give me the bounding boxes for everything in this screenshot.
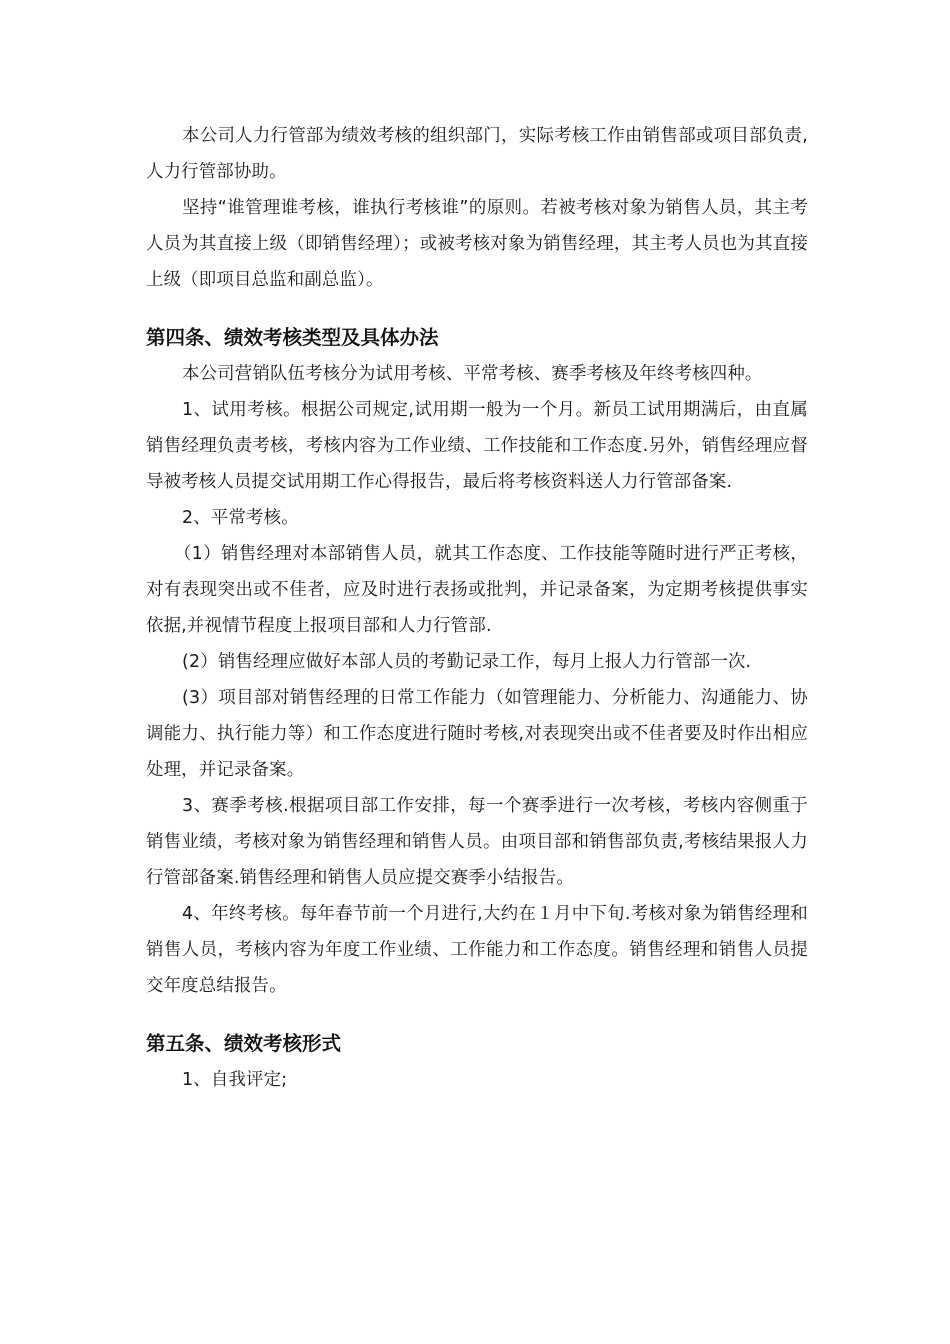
- paragraph-regular-evaluation-2: (2）销售经理应做好本部人员的考勤记录工作，每月上报人力行管部一次.: [182, 652, 752, 672]
- spacer: [146, 298, 808, 320]
- spacer: [146, 1004, 808, 1026]
- section-heading-article-4: 第四条、绩效考核类型及具体办法: [146, 326, 439, 349]
- section-heading-article-5: 第五条、绩效考核形式: [146, 1032, 342, 1055]
- paragraph-season-evaluation: 3、赛季考核.根据项目部工作安排，每一个赛季进行一次考核，考核内容侧重于销售业绩，考核对象为销售经理和销售人员。由项目部和销售部负责,考核结果报人力行管部备案.销售经理和销售人员应提交赛季小结报告。: [146, 796, 808, 888]
- paragraph-organizing-department: 本公司人力行管部为绩效考核的组织部门，实际考核工作由销售部或项目部负责,人力行管部协助。: [146, 126, 808, 182]
- document-page: [146, 118, 808, 1098]
- paragraph-probation-evaluation: 1、试用考核。根据公司规定,试用期一般为一个月。新员工试用期满后，由直属销售经理负责考核，考核内容为工作业绩、工作技能和工作态度.另外，销售经理应督导被考核人员提交试用期工作心得报告，最后将考核资料送人力行管部备案.: [146, 400, 808, 492]
- paragraph-regular-evaluation-3: (3）项目部对销售经理的日常工作能力（如管理能力、分析能力、沟通能力、协调能力、执行能力等）和工作态度进行随时考核,对表现突出或不佳者要及时作出相应处理，并记录备案。: [146, 688, 808, 780]
- paragraph-annual-evaluation: 4、年终考核。每年春节前一个月进行,大约在１月中下旬.考核对象为销售经理和销售人员，考核内容为年度工作业绩、工作能力和工作态度。销售经理和销售人员提交年度总结报告。: [146, 904, 808, 996]
- paragraph-evaluation-principle: 坚持“谁管理谁考核，谁执行考核谁”的原则。若被考核对象为销售人员，其主考人员为其直接上级（即销售经理）；或被考核对象为销售经理，其主考人员也为其直接上级（即项目总监和副总监）。: [146, 198, 808, 290]
- paragraph-regular-evaluation-1: （1）销售经理对本部销售人员，就其工作态度、工作技能等随时进行严正考核，对有表现突出或不佳者，应及时进行表扬或批判，并记录备案，为定期考核提供事实依据,并视情节程度上报项目部和人力行管部.: [146, 544, 808, 636]
- paragraph-regular-evaluation: 2、平常考核。: [182, 508, 299, 528]
- paragraph-self-assessment: 1、自我评定;: [182, 1070, 288, 1090]
- paragraph-evaluation-types-intro: 本公司营销队伍考核分为试用考核、平常考核、赛季考核及年终考核四种。: [182, 364, 763, 384]
